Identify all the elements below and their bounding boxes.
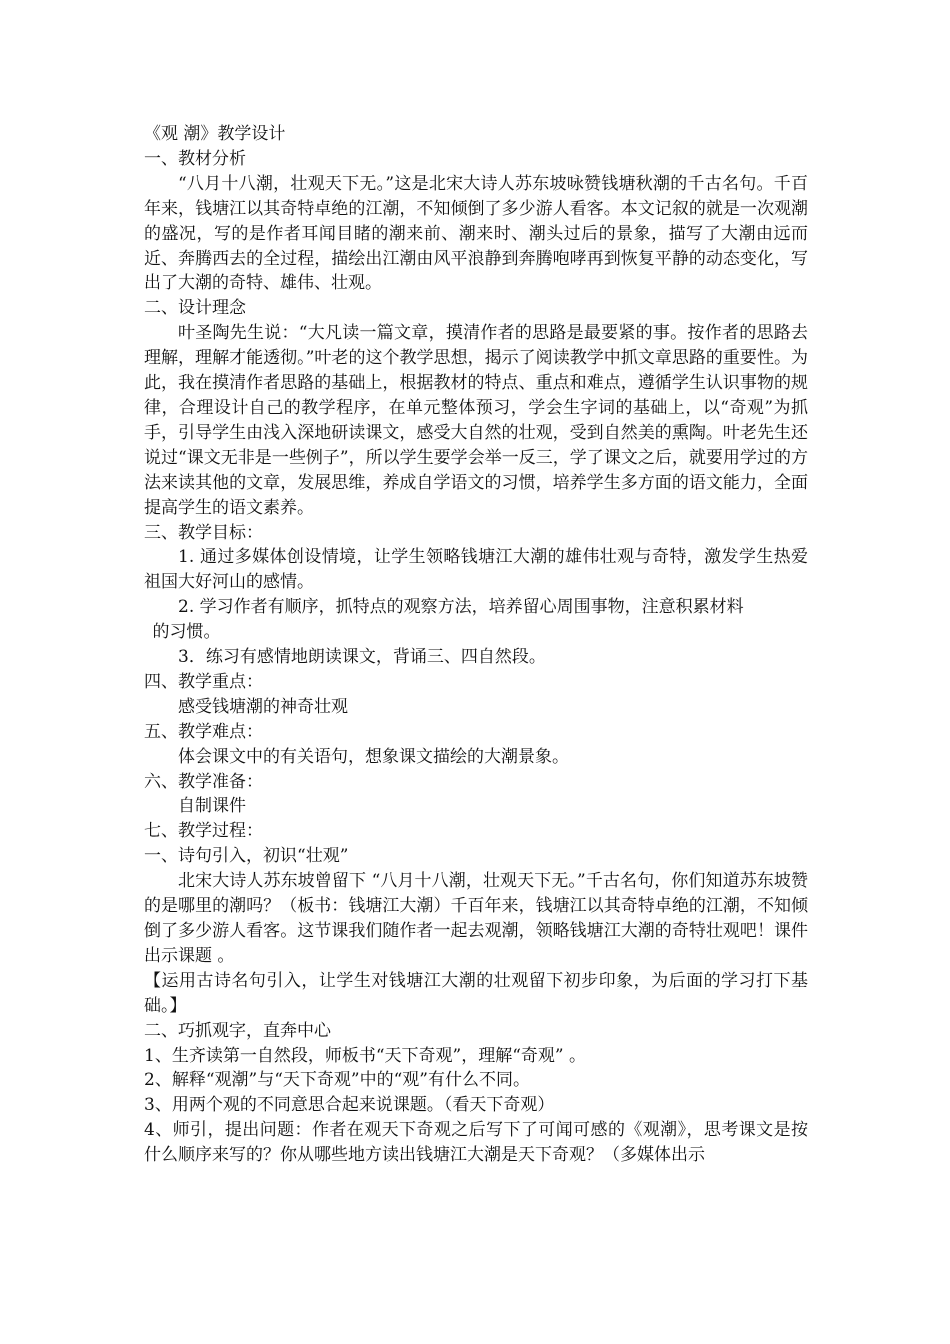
step-2-item-4: 4、师引，提出问题：作者在观天下奇观之后写下了可闻可感的《观潮》，思考课文是按什么顺序来写的？你从哪些地方读出钱塘江大潮是天下奇观？（多媒体出示 — [144, 1120, 808, 1166]
section-heading-textbook-analysis: 一、教材分析 — [144, 148, 246, 169]
difficulties-text: 体会课文中的有关语句，想象课文描绘的大潮景象。 — [178, 746, 569, 767]
step-1-note: 【运用古诗名句引入，让学生对钱塘江大潮的壮观留下初步印象，为后面的学习打下基础。】 — [144, 970, 808, 1016]
step-heading-2: 二、巧抓观字，直奔中心 — [144, 1020, 331, 1041]
step-2-item-3: 3、用两个观的不同意思合起来说课题。（看天下奇观） — [144, 1095, 555, 1116]
document-page — [144, 122, 808, 1168]
section-heading-design-concept: 二、设计理念 — [144, 298, 246, 319]
goal-item-2-continuation: 的习惯。 — [152, 622, 221, 643]
step-2-item-1: 1、生齐读第一自然段，师板书“天下奇观”，理解“奇观” 。 — [144, 1045, 586, 1066]
section-heading-difficulties: 五、教学难点： — [144, 721, 263, 742]
section-heading-preparation: 六、教学准备： — [144, 771, 263, 792]
step-2-item-2: 2、解释“观潮”与“天下奇观”中的“观”有什么不同。 — [144, 1070, 530, 1091]
step-heading-1: 一、诗句引入，初识“壮观” — [144, 846, 349, 867]
key-points-text: 感受钱塘潮的神奇壮观 — [178, 696, 348, 717]
paragraph-design-concept: 叶圣陶先生说：“大凡读一篇文章，摸清作者的思路是最要紧的事。按作者的思路去理解，理解才能透彻。”叶老的这个教学思想，揭示了阅读教学中抓文章思路的重要性。为此，我在摸清作者思路的基础上，根据教材的特点、重点和难点，遵循学生认识事物的规律，合理设计自己的教学程序，在单元整体预习，学会生字词的基础上，以“奇观”为抓手，引导学生由浅入深地研读课文，感受大自然的壮观，受到自然美的熏陶。叶老先生还说过“课文无非是一些例子”，所以学生要学会举一反三，学了课文之后，就要用学过的方法来读其他的文章，发展思维，养成自学语文的习惯，培养学生多方面的语文能力，全面提高学生的语文素养。 — [144, 323, 808, 518]
goal-item-1: 1. 通过多媒体创设情境，让学生领略钱塘江大潮的雄伟壮观与奇特，激发学生热爱祖国大好河山的感情。 — [144, 547, 808, 593]
goal-item-3: 3．练习有感情地朗读课文，背诵三、四自然段。 — [178, 647, 546, 668]
section-heading-teaching-goals: 三、教学目标： — [144, 522, 263, 543]
goal-item-2: 2. 学习作者有顺序，抓特点的观察方法，培养留心周围事物，注意积累材料 — [178, 597, 744, 618]
section-heading-key-points: 四、教学重点： — [144, 671, 263, 692]
paragraph-textbook-analysis: “八月十八潮，壮观天下无。”这是北宋大诗人苏东坡咏赞钱塘秋潮的千古名句。千百年来，钱塘江以其奇特卓绝的江潮，不知倾倒了多少游人看客。本文记叙的就是一次观潮的盛况，写的是作者耳闻目睹的潮来前、潮来时、潮头过后的景象，描写了大潮由远而近、奔腾西去的全过程，描绘出江潮由风平浪静到奔腾咆哮再到恢复平静的动态变化，写出了大潮的奇特、雄伟、壮观。 — [144, 173, 808, 294]
preparation-text: 自制课件 — [178, 796, 246, 817]
section-heading-teaching-process: 七、教学过程： — [144, 821, 263, 842]
document-title: 《观 潮》教学设计 — [144, 124, 286, 144]
step-1-paragraph: 北宋大诗人苏东坡曾留下 “八月十八潮，壮观天下无。”千古名句，你们知道苏东坡赞的是哪里的潮吗？（板书：钱塘江大潮）千百年来，钱塘江以其奇特卓绝的江潮，不知倾倒了多少游人看客。这节课我们随作者一起去观潮，领略钱塘江大潮的奇特壮观吧！课件出示课题 。 — [144, 871, 808, 966]
